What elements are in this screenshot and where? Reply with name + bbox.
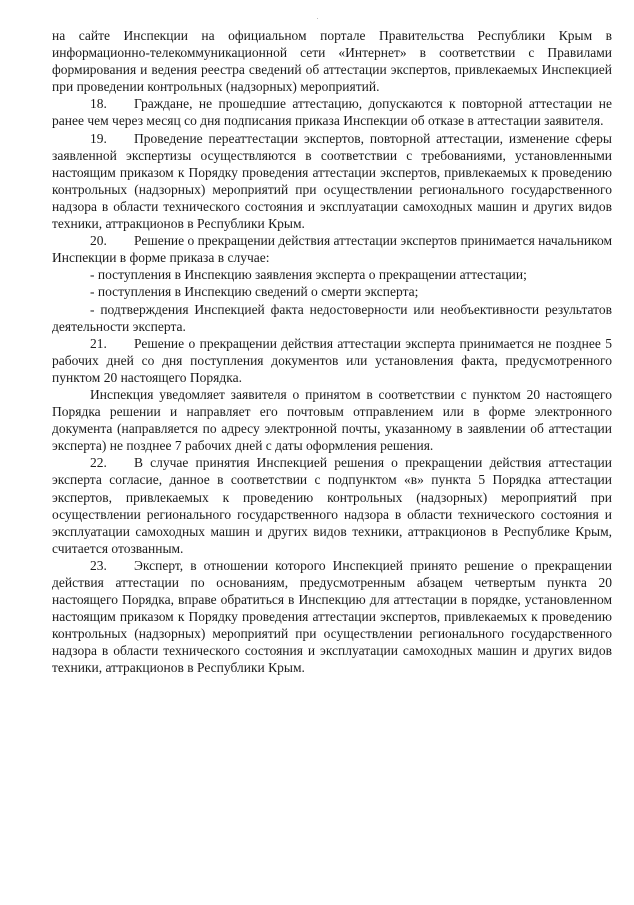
paragraph-22: [52, 454, 612, 557]
paragraph-text: Инспекция уведомляет заявителя о принятом в соответствии с пунктом 20 настоящего Порядка решении и направляет его почтовым отправлением или в форме электронного документа (направляется по адресу электронной почты, указанному в заявлении об аттестации эксперта) не позднее 7 рабочих дней с даты оформления решения.: [52, 386, 612, 454]
list-item: - поступления в Инспекцию сведений о смерти эксперта;: [90, 284, 419, 300]
list-item: - подтверждения Инспекцией факта недостоверности или необъективности результатов деятельности эксперта.: [52, 301, 612, 334]
paragraph-number: 20.: [90, 233, 107, 249]
paragraph-text: Проведение переаттестации экспертов, повторной аттестации, изменение сферы заявленной экспертизы осуществляются в соответствии с требованиями, установленными настоящим приказом к Порядку проведения аттестации экспертов, привлекаемых к проведению контрольных (надзорных) мероприятий при осуществлении регионального государственного надзора в области технического состояния и эксплуатации самоходных машин и других видов техники, аттракционов в Республики Крым.: [52, 130, 612, 232]
paragraph-text: В случае принятия Инспекцией решения о прекращении действия аттестации эксперта согласие, данное в соответствии с подпунктом «в» пункта 5 Порядка аттестации экспертов, привлекаемых к проведению контрольных (надзорных) мероприятий при осуществлении регионального государственного надзора в области технического состояния и эксплуатации самоходных машин и других видов техники, аттракционов в Республике Крым, считается отозванным.: [52, 455, 612, 556]
paragraph-21-notice: [52, 386, 612, 454]
paragraph-19: [52, 130, 612, 233]
paragraph-text: Граждане, не прошедшие аттестацию, допускаются к повторной аттестации не ранее чем через месяц со дня подписания приказа Инспекции об отказе в аттестации заявителя.: [52, 96, 612, 129]
scan-speck: [317, 18, 318, 19]
document-page: [52, 27, 612, 677]
paragraph-text: на сайте Инспекции на официальном портале Правительства Республики Крым в информационно-телекоммуникационной сети «Интернет» в соответствии с Правилами формирования и ведения реестра сведений об аттестации экспертов, привлекаемых Инспекцией при проведении контрольных (надзорных) мероприятий.: [52, 28, 612, 95]
paragraph-continuation: [52, 27, 612, 95]
list-item: - поступления в Инспекцию заявления эксперта о прекращении аттестации;: [90, 267, 527, 283]
paragraph-number: 18.: [90, 96, 107, 112]
paragraph-number: 23.: [90, 557, 107, 573]
paragraph-18: [52, 95, 612, 129]
paragraph-text: Решение о прекращении действия аттестации экспертов принимается начальником Инспекции в форме приказа в случае:: [52, 233, 612, 266]
paragraph-21: [52, 335, 612, 386]
paragraph-text: Решение о прекращении действия аттестации эксперта принимается не позднее 5 рабочих дней со дня поступления документов или установления факта, предусмотренного пунктом 20 настоящего Порядка.: [52, 335, 612, 385]
paragraph-text: Эксперт, в отношении которого Инспекцией принято решение о прекращении действия аттестации по основаниям, предусмотренным абзацем четвертым пункта 20 настоящего Порядка, вправе обратиться в Инспекцию для аттестации в порядке, установленном настоящим приказом к Порядку проведения аттестации экспертов, привлекаемых к проведению контрольных (надзорных) мероприятий при осуществлении регионального государственного надзора в области технического состояния и эксплуатации самоходных машин и других видов техники, аттракционов в Республики Крым.: [52, 557, 612, 676]
paragraph-20: [52, 232, 612, 266]
paragraph-number: 19.: [90, 130, 107, 146]
paragraph-23: [52, 557, 612, 677]
paragraph-number: 21.: [90, 335, 107, 351]
paragraph-number: 22.: [90, 455, 107, 471]
